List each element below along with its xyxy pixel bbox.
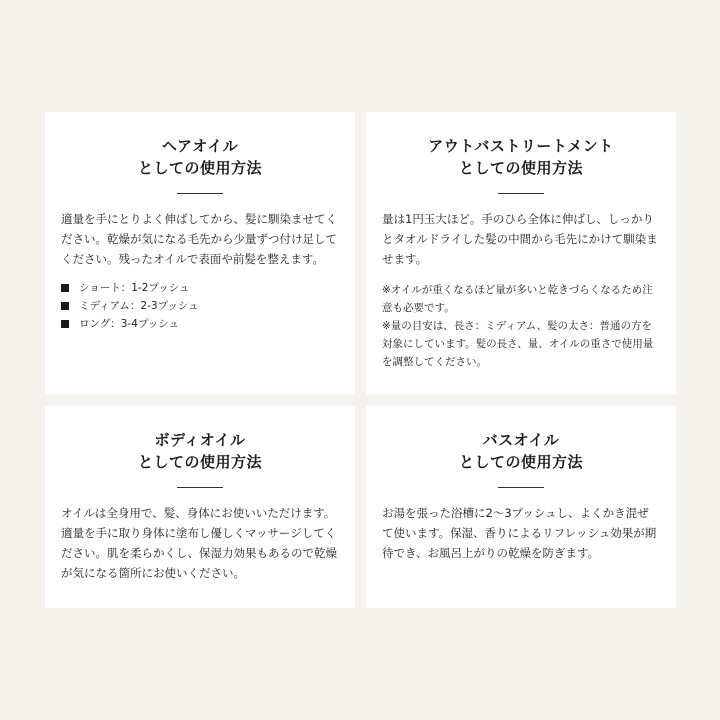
title-divider [177,193,223,194]
note-text: ※量の目安は、長さ：ミディアム、髪の太さ：普通の方を対象にしています。髪の長さ、量、オイルの重さで使用量を調整してください。 [382,320,654,368]
title-line-2: としての使用方法 [137,453,262,471]
usage-item-label: ロング：3-4プッシュ [79,318,179,330]
title-line-1: バスオイル [482,431,560,449]
title-line-2: としての使用方法 [137,159,262,177]
title-divider [498,487,544,488]
usage-item [61,279,339,297]
card-title [382,112,660,179]
card-body-text: オイルは全身用で、髪、身体にお使いいただけます。適量を手に取り身体に塗布し優しくマッサージしてください。肌を柔らかくし、保湿力効果もあるので乾燥が気になる箇所にお使いください。 [61,506,337,580]
card-body-text: 適量を手にとりよく伸ばしてから、髪に馴染ませてください。乾燥が気になる毛先から少量ずつ付け足してください。残ったオイルで表面や前髪を整えます。 [61,212,337,266]
card-title [61,112,339,179]
out-bath-treatment-card [366,112,676,395]
hair-oil-card [45,112,355,395]
usage-item [61,297,339,315]
card-title [61,406,339,473]
title-line-2: としての使用方法 [458,453,583,471]
title-line-2: としての使用方法 [458,159,583,177]
card-body-text: お湯を張った浴槽に2〜3プッシュし、よくかき混ぜて使います。保湿、香りによるリフレッシュ効果が期待でき、お風呂上がりの乾燥を防ぎます。 [382,506,657,560]
usage-item-label: ショート：1-2プッシュ [79,282,190,294]
square-bullet-icon [61,302,69,310]
note-text: ※オイルが重くなるほど量が多いと乾きづらくなるため注意も必要です。 [382,284,653,314]
card-body-text: 量は1円玉大ほど。手のひら全体に伸ばし、しっかりとタオルドライした髪の中間から毛先にかけて馴染ませます。 [382,212,658,266]
square-bullet-icon [61,284,69,292]
title-divider [177,487,223,488]
usage-item-label: ミディアム：2-3プッシュ [79,300,199,312]
title-line-1: ヘアオイル [161,137,239,155]
title-divider [498,193,544,194]
usage-list [61,279,339,333]
body-oil-card [45,406,355,608]
title-line-1: アウトバストリートメント [428,137,614,155]
square-bullet-icon [61,320,69,328]
usage-item [61,315,339,333]
card-title [382,406,660,473]
title-line-1: ボディオイル [154,431,246,449]
bath-oil-card [366,406,676,608]
